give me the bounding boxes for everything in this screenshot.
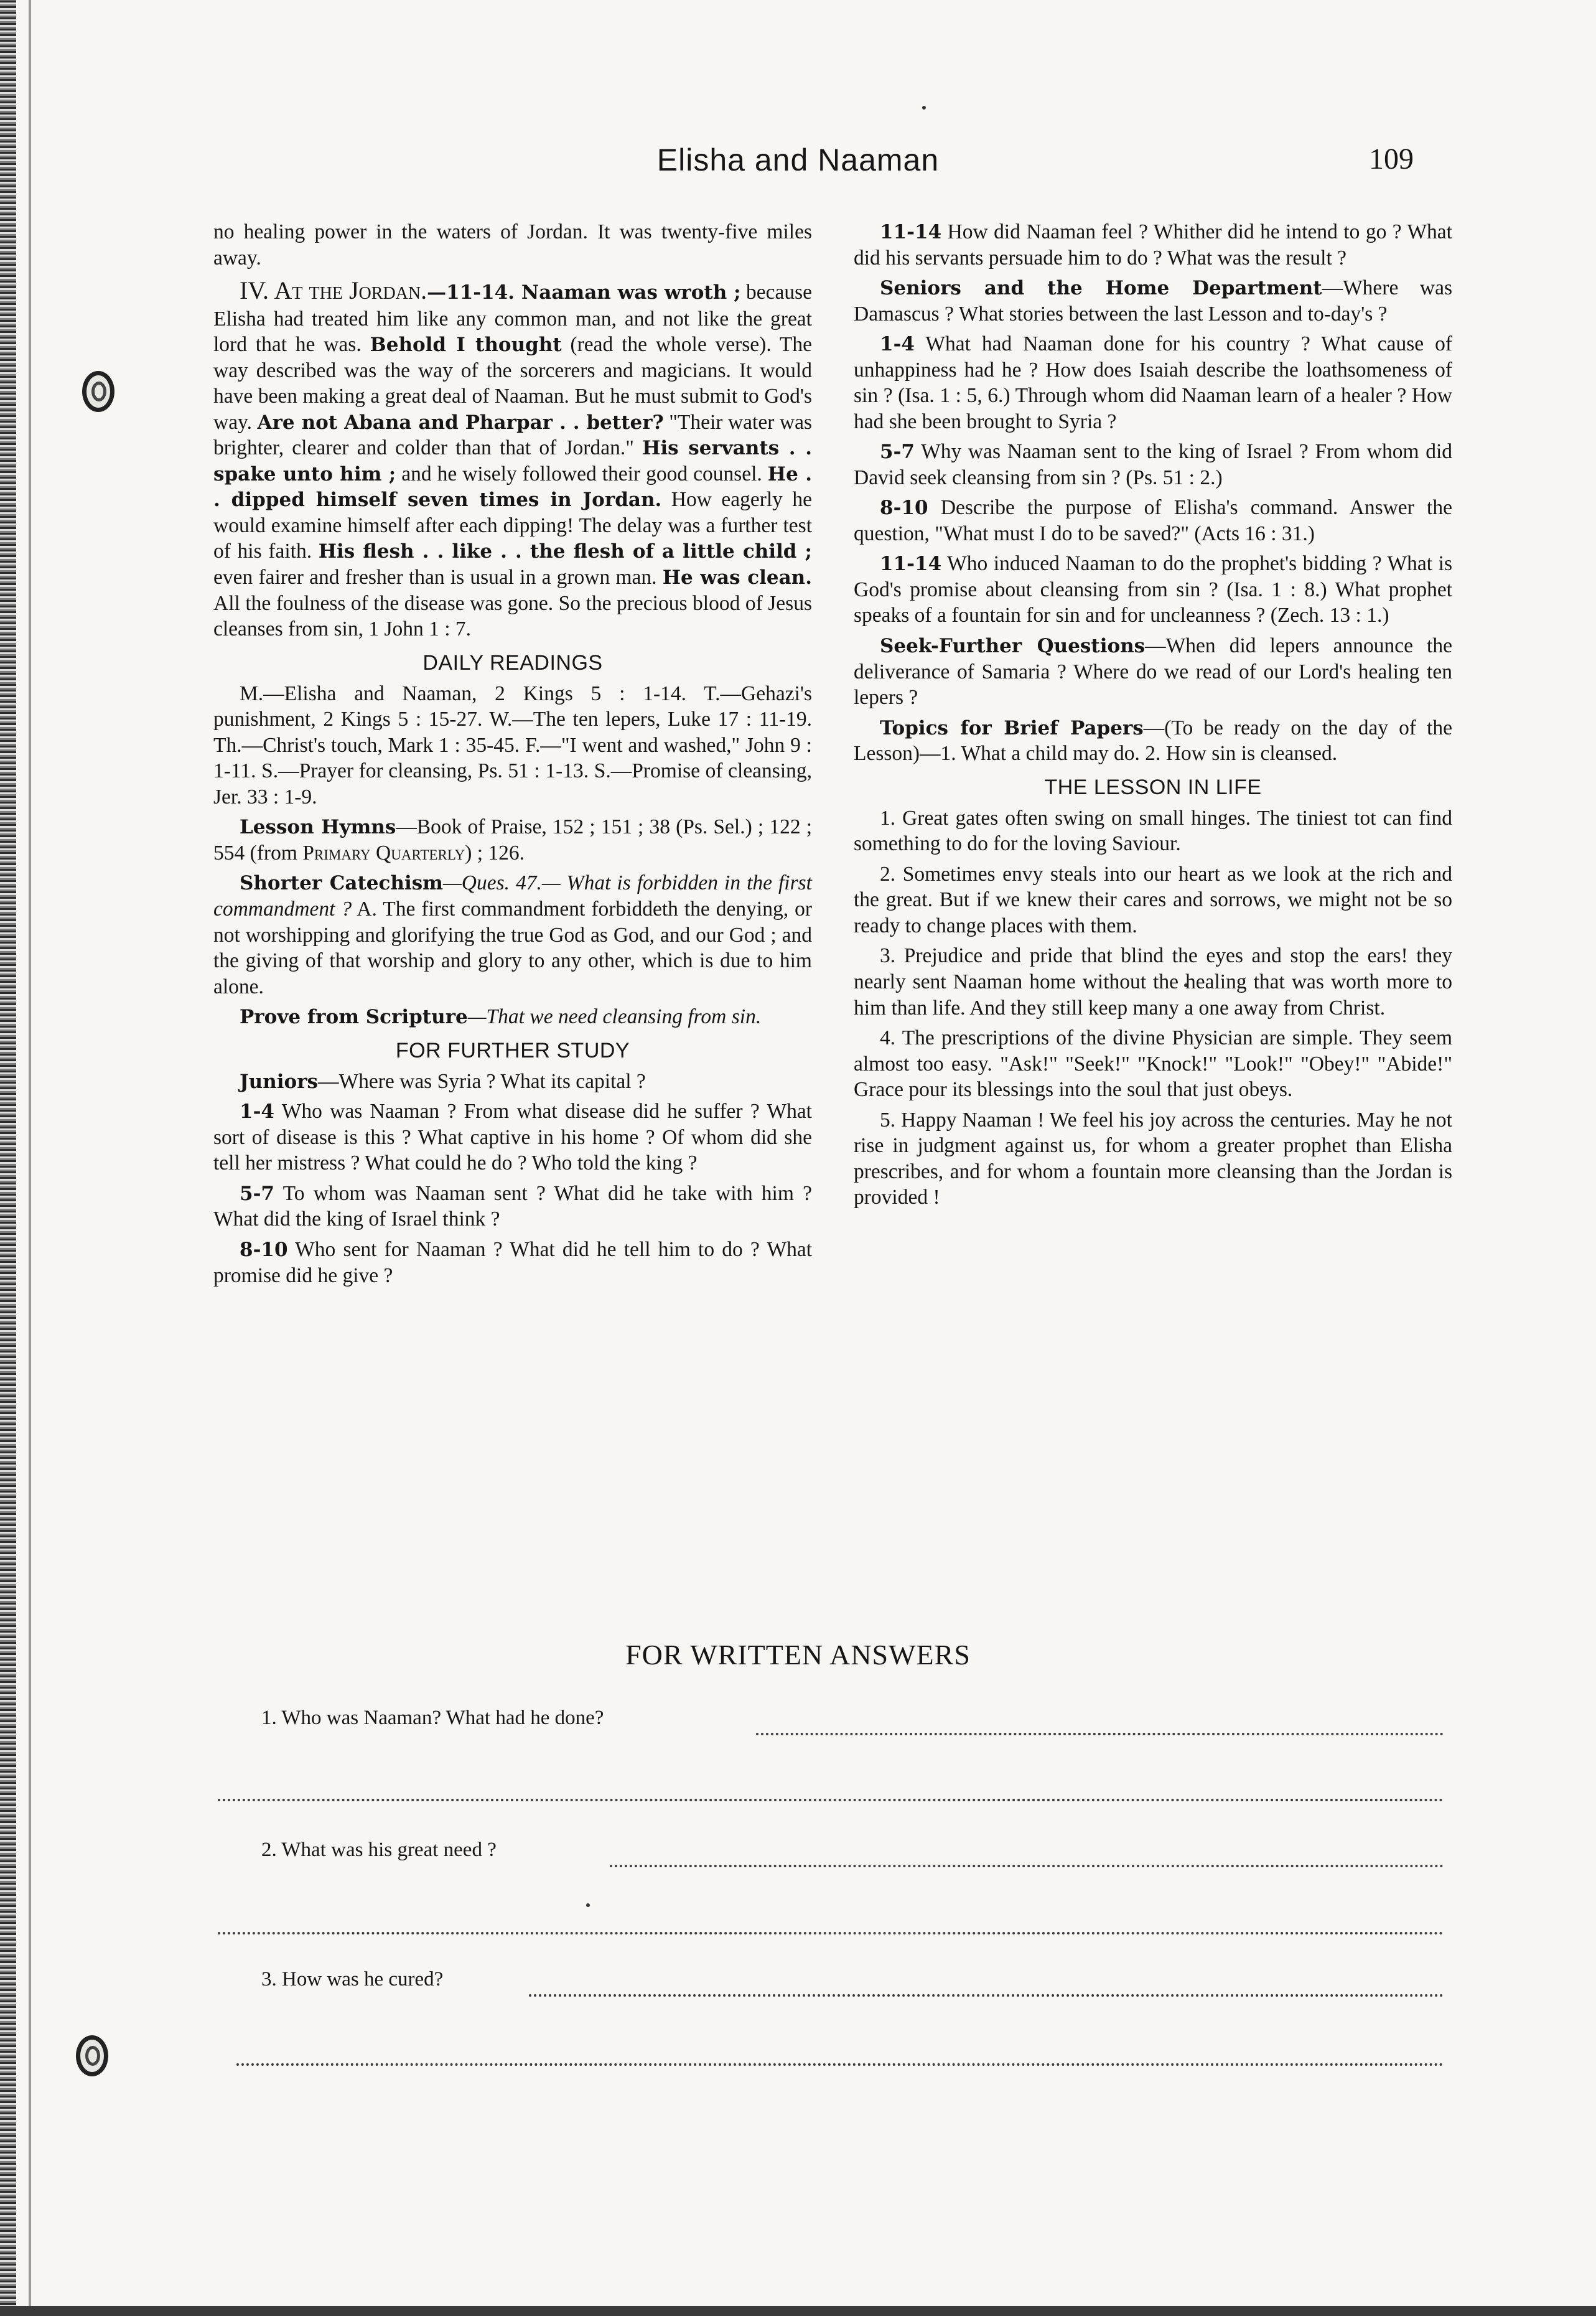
question-2-label: 2. What was his great need ?: [261, 1839, 497, 1861]
catechism-label: Shorter Catechism: [240, 872, 443, 895]
juniors-1-4: 1-4 Who was Naaman ? From what disease did he suffer ? What sort of disease is this ? What captive in his home ? Of whom did she tell her mistress ? What could he do ? Who told the king ?: [213, 1100, 812, 1175]
seniors-1-4: 1-4 What had Naaman done for his country ? What cause of unhappiness had he ? How does Isaiah describe the loathsomeness of sin ? (Isa. 1 : 5, 6.) Through whom did Naaman learn of a healer ? How had she been brought to Syria ?: [854, 332, 1452, 433]
answer-1-line-a[interactable]: [756, 1733, 1444, 1735]
intro-paragraph: no healing power in the waters of Jordan. It was twenty-five miles away.: [213, 220, 812, 270]
section-title: At the Jordan.: [274, 276, 427, 305]
catechism-question: What is forbidden in the first commandment ?: [213, 871, 812, 921]
written-answers-heading: FOR WRITTEN ANSWERS: [625, 1639, 971, 1671]
scan-speck: [586, 1903, 590, 1907]
life-point-3: 3. Prejudice and pride that blind the eyes and stop the ears! they nearly sent Naaman home without the healing that was worth more to him than life. And they still keep many a one away from Christ.: [854, 944, 1452, 1020]
seniors-questions: Seniors and the Home Department—Where was Damascus ? What stories between the last Lesson and to-day's ?: [854, 276, 1452, 326]
answer-3-line-a[interactable]: [529, 1994, 1444, 1997]
right-column: [854, 219, 1452, 1215]
running-title: Elisha and Naaman: [656, 143, 940, 177]
juniors-8-10: 8-10 Who sent for Naaman ? What did he tell him to do ? What promise did he give ?: [213, 1237, 812, 1287]
lesson-in-life-heading: THE LESSON IN LIFE: [1044, 775, 1262, 799]
answer-1-line-b[interactable]: [218, 1799, 1444, 1801]
juniors-11-14: 11-14 How did Naaman feel ? Whither did he intend to go ? What did his servants persuade him to do ? What was the result ?: [854, 220, 1452, 270]
topics-brief-papers: Topics for Brief Papers—(To be ready on the day of the Lesson)—1. What a child may do. 2. How sin is cleansed.: [854, 716, 1453, 766]
scan-edge-line: [29, 0, 31, 2316]
seniors-8-10: 8-10 Describe the purpose of Elisha's command. Answer the question, "What must I do to be saved?" (Acts 16 : 31.): [854, 496, 1452, 545]
seek-further-questions: Seek-Further Questions—When did lepers announce the deliverance of Samaria ? Where do we read of our Lord's healing ten lepers ?: [854, 634, 1452, 710]
section-iv: IV. At the Jordan.—11-14. Naaman was wroth ; because Elisha had treated him like any common man, and not like the great lord that he was. Behold I thought (read the whole verse). The way described was the way of the sorcerers and magicians. It would have been making a great deal of Naaman. But he must submit to God's way. Are not Abana and Pharpar . . better? "Their water was brighter, clearer and colder than that of Jordan." His servants . . spake unto him ; and he wisely followed their good counsel. He . . dipped himself seven times in Jordan. How eagerly he would examine himself after each dipping! The delay was a further test of his faith. His flesh . . like . . the flesh of a little child ; even fairer and fresher than is usual in a grown man. He was clean. All the foulness of the disease was gone. So the precious blood of Jesus cleanses from sin, 1 John 1 : 7.: [213, 276, 813, 641]
answer-2-line-a[interactable]: [610, 1865, 1444, 1867]
hymns-label: Lesson Hymns: [240, 816, 396, 839]
life-point-4: 4. The prescriptions of the divine Physician are simple. They seem almost too easy. "Ask!" "Seek!" "Knock!" "Look!" "Obey!" "Abide!" Grace pour its blessings into the soul that just obeys.: [854, 1026, 1452, 1102]
answer-2-line-b[interactable]: [218, 1932, 1444, 1934]
further-study-heading: FOR FURTHER STUDY: [395, 1038, 630, 1062]
daily-readings-heading: DAILY READINGS: [422, 650, 603, 675]
life-point-1: 1. Great gates often swing on small hinges. The tiniest tot can find something to do for the loving Saviour.: [854, 806, 1452, 856]
scan-edge-bottom: [0, 2306, 1596, 2316]
prove-label: Prove from Scripture: [240, 1006, 468, 1029]
phrase-servants: His servants . . spake unto him ;: [213, 437, 812, 485]
lesson-hymns: Lesson Hymns—Book of Praise, 152 ; 151 ; 38 (Ps. Sel.) ; 122 ; 554 (from Primary Quarterly) ; 126.: [213, 815, 812, 865]
page-number: 109: [1369, 143, 1414, 176]
daily-readings-text: M.—Elisha and Naaman, 2 Kings 5 : 1-14. T.—Gehazi's punishment, 2 Kings 5 : 15-27. W.—The ten lepers, Luke 17 : 11-19. Th.—Christ's touch, Mark 1 : 35-45. F.—"I went and washed," John 9 : 1-11. S.—Prayer for cleansing, Ps. 51 : 1-13. S.—Promise of cleansing, Jer. 33 : 1-9.: [213, 682, 812, 809]
scan-edge-left: [0, 0, 16, 2316]
left-column: [213, 219, 812, 1293]
phrase-behold: Behold I thought: [370, 334, 562, 357]
catechism-number: —Ques. 47.—: [442, 871, 561, 895]
answer-3-line-b[interactable]: [236, 2063, 1444, 2066]
phrase-dipped: He . . dipped himself seven times in Jordan.: [213, 462, 812, 512]
prove-from-scripture: Prove from Scripture—That we need cleansing from sin.: [240, 1005, 762, 1029]
section-reference: —11-14. Naaman was wroth ;: [427, 281, 741, 304]
juniors-questions: Juniors—Where was Syria ? What its capital ?: [240, 1069, 646, 1093]
scan-speck: [922, 106, 926, 110]
life-point-5: 5. Happy Naaman ! We feel his joy across the centuries. May he not rise in judgment against us, for whom a greater prophet than Elisha prescribes, and for whom a fountain more cleansing than the Jordan is provided !: [854, 1108, 1452, 1209]
question-1-label: 1. Who was Naaman? What had he done?: [261, 1707, 604, 1729]
question-3-label: 3. How was he cured?: [261, 1968, 444, 1990]
punch-hole-bottom: [76, 2035, 108, 2076]
seniors-5-7: 5-7 Why was Naaman sent to the king of Israel ? From whom did David seek cleansing from sin ? (Ps. 51 : 2.): [854, 440, 1452, 489]
juniors-5-7: 5-7 To whom was Naaman sent ? What did he take with him ? What did the king of Israel think ?: [213, 1181, 812, 1231]
hymns-source: Primary Quarterly: [302, 841, 465, 865]
phrase-flesh: His flesh . . like . . the flesh of a little child ;: [318, 540, 812, 563]
phrase-clean: He was clean.: [662, 566, 812, 589]
phrase-abana: Are not Abana and Pharpar . . better?: [257, 411, 664, 434]
seniors-11-14: 11-14 Who induced Naaman to do the prophet's bidding ? What is God's promise about cleansing from sin ? (Isa. 1 : 8.) What prophet speaks of a fountain for sin and for uncleanness ? (Zech. 13 : 1.): [854, 552, 1452, 627]
shorter-catechism: Shorter Catechism—Ques. 47.— What is forbidden in the first commandment ? A. The first commandment forbiddeth the denying, or not worshipping and glorifying the true God as God, and our God ; and the giving of that worship and glory to any other, which is due to him alone.: [213, 871, 812, 998]
section-roman: IV.: [240, 276, 269, 305]
punch-hole-top: [82, 371, 114, 412]
life-point-2: 2. Sometimes envy steals into our heart as we look at the rich and the great. But if we knew their cares and sorrows, we might not be so ready to change places with them.: [854, 862, 1452, 937]
